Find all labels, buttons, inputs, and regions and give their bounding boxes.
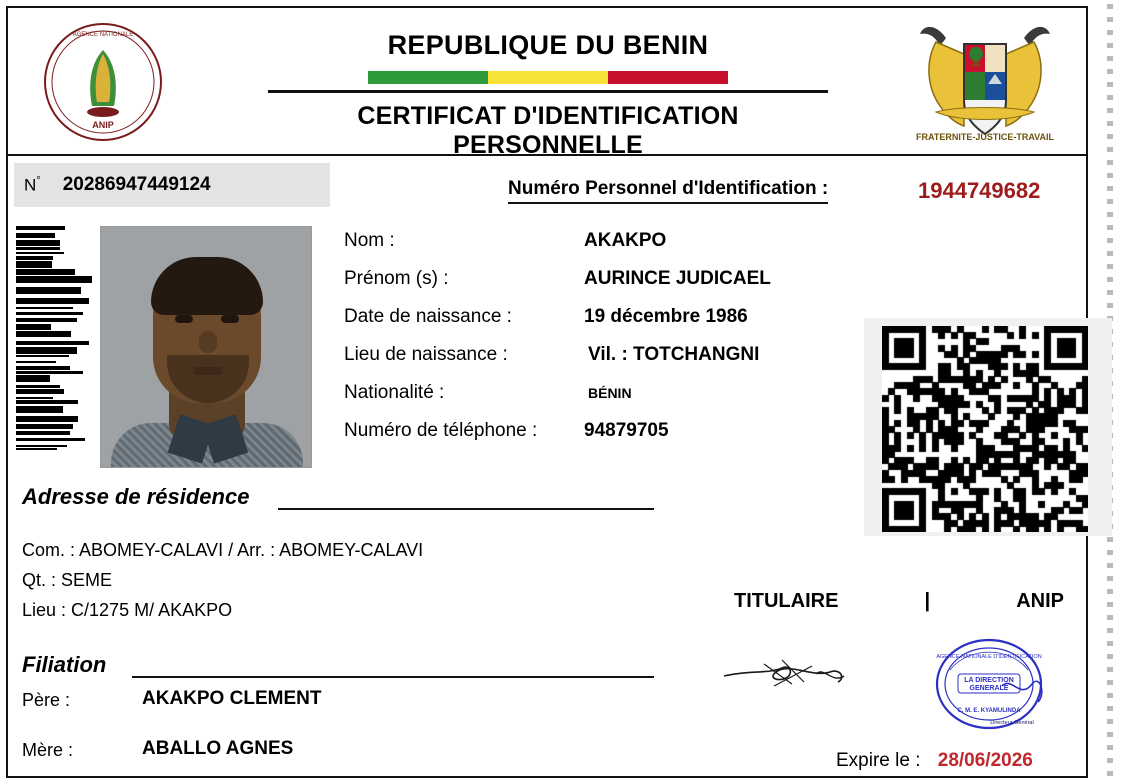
field-row-nationalite (344, 382, 864, 420)
portrait-photo (100, 226, 312, 468)
anip-logo-icon (38, 20, 168, 144)
svg-text:C. M. E. KYAMULINDA: C. M. E. KYAMULINDA (957, 708, 1021, 714)
expiry-label: Expire le : (836, 750, 921, 771)
signature-headers (734, 590, 1064, 613)
benin-flag-bar (368, 71, 728, 84)
svg-text:Directeur Général: Directeur Général (990, 720, 1034, 726)
barcode (16, 226, 94, 474)
field-value-date-naissance: 19 décembre 1986 (584, 306, 748, 327)
field-label-nationalite: Nationalité : (344, 382, 445, 403)
address-line-commune: Com. : ABOMEY-CALAVI / Arr. : ABOMEY-CALAVI (22, 540, 424, 560)
field-label-prenom: Prénom (s) : (344, 268, 449, 289)
header-titles (198, 30, 898, 160)
expiry-line (836, 750, 1033, 772)
field-label-telephone: Numéro de téléphone : (344, 420, 538, 441)
address-line-quartier: Qt. : SEME (22, 570, 113, 590)
field-value-telephone: 94879705 (584, 420, 669, 441)
field-label-nom: Nom : (344, 230, 395, 251)
coat-of-arms-icon (906, 14, 1064, 154)
qr-code (882, 326, 1088, 532)
certificate-title: CERTIFICAT D'IDENTIFICATION PERSONNELLE (268, 90, 828, 160)
svg-text:AGENCE NATIONALE: AGENCE NATIONALE (72, 32, 134, 38)
document-number-box (14, 163, 330, 207)
field-label-date-naissance: Date de naissance : (344, 306, 512, 327)
field-label-lieu-naissance: Lieu de naissance : (344, 344, 508, 365)
filiation-value-mere: ABALLO AGNES (142, 738, 294, 759)
filiation-section-rule (132, 676, 654, 678)
field-value-nationalite: BÉNIN (588, 385, 632, 401)
svg-text:LA DIRECTION: LA DIRECTION (964, 677, 1014, 684)
npi-value: 1944749682 (918, 178, 1041, 203)
filiation-value-pere: AKAKPO CLEMENT (142, 688, 322, 709)
signature-separator: | (924, 590, 931, 612)
document-header (8, 8, 1086, 159)
field-value-prenom: AURINCE JUDICAEL (584, 268, 771, 289)
svg-text:FRATERNITE-JUSTICE-TRAVAIL: FRATERNITE-JUSTICE-TRAVAIL (916, 132, 1054, 142)
svg-text:GENERALE: GENERALE (969, 685, 1009, 692)
field-row-lieu-naissance (344, 344, 864, 382)
field-row-nom (344, 230, 864, 268)
signature-label-holder: TITULAIRE (734, 590, 839, 612)
address-section-title: Adresse de résidence (22, 484, 250, 509)
filiation-label-pere: Père : (22, 690, 71, 710)
svg-text:ANIP: ANIP (92, 120, 114, 130)
expiry-date: 28/06/2026 (937, 750, 1033, 771)
npi-label: Numéro Personnel d'Identification : (508, 178, 828, 204)
qr-code-panel (864, 318, 1112, 536)
signature-label-authority: ANIP (1016, 590, 1064, 612)
field-row-prenom (344, 268, 864, 306)
address-line-lieu: Lieu : C/1275 M/ AKAKPO (22, 600, 233, 620)
svg-text:AGENCE NATIONALE D'IDENTIFICAT: AGENCE NATIONALE D'IDENTIFICATION (936, 654, 1042, 660)
field-row-telephone (344, 420, 864, 458)
document-number-label: N° (24, 174, 41, 195)
field-value-nom: AKAKPO (584, 230, 667, 251)
republic-title: REPUBLIQUE DU BENIN (387, 30, 709, 60)
document-number-value: 20286947449124 (62, 174, 211, 195)
field-row-date-naissance (344, 306, 864, 344)
holder-signature (720, 648, 890, 708)
identity-fields (344, 230, 864, 458)
field-value-lieu-naissance: Vil. : TOTCHANGNI (588, 344, 760, 365)
id-certificate-card (6, 6, 1088, 778)
filiation-section-title: Filiation (22, 652, 107, 677)
filiation-label-mere: Mère : (22, 740, 74, 760)
address-section-rule (278, 508, 654, 510)
anip-official-stamp (916, 636, 1062, 732)
